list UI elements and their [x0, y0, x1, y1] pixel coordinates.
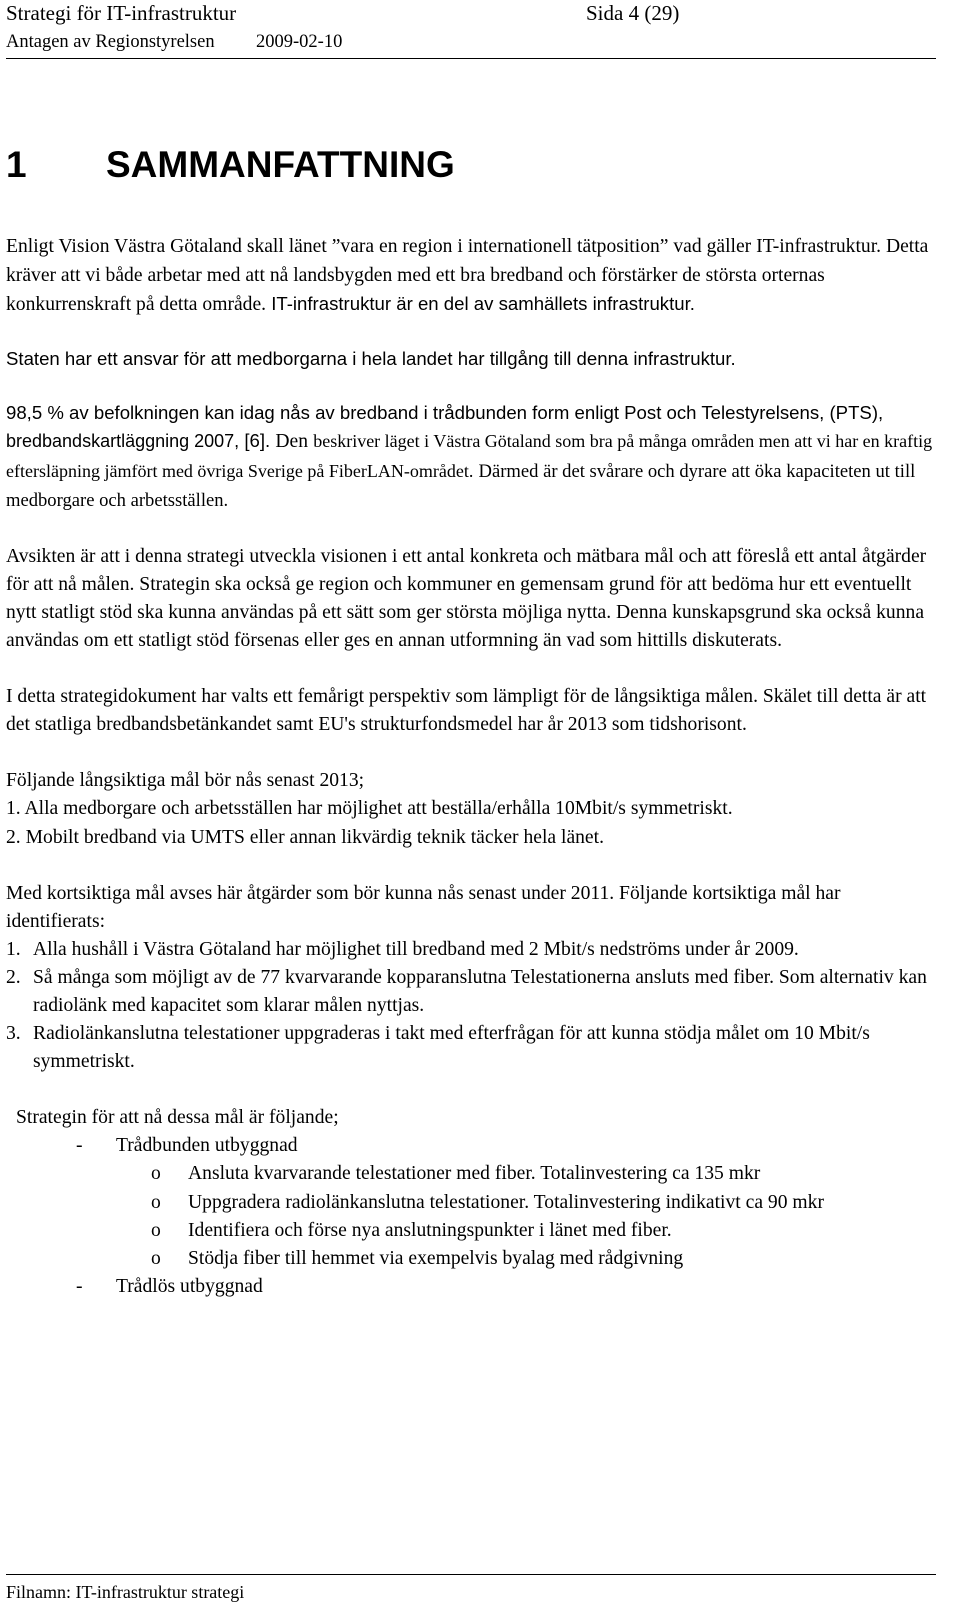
- paragraph-vision: [6, 232, 936, 319]
- header-adopted-by: Antagen av Regionstyrelsen: [6, 32, 215, 52]
- dash-bullet: -: [76, 1135, 83, 1157]
- short-term-goals-intro: Med kortsiktiga mål avses här åtgärder som bör kunna nås senast under 2011. Följande kortsiktiga mål har identifierats:: [6, 882, 841, 932]
- document-body: [6, 232, 936, 1301]
- dash-bullet: -: [76, 1275, 83, 1297]
- list-item-text: Ansluta kvarvarande telestationer med fiber. Totalinvestering ca 135 mkr: [188, 1163, 761, 1185]
- paragraph-vision-text: Enligt Vision Västra Götaland skall länet ”vara en region i internationell tätposition” vad gäller IT-infrastruktur. Detta kräver att vi både arbetar med att nå landsbygden med ett bra bredband och förstärker de största orternas konkurrenskraft på detta område.: [6, 236, 929, 316]
- paragraph-coverage-ref: [6].: [244, 430, 271, 452]
- list-item: [16, 1245, 936, 1273]
- long-term-goal-2: 2. Mobilt bredband via UMTS eller annan likvärdig teknik täcker hela länet.: [6, 826, 604, 848]
- strategy-section: [6, 1104, 936, 1301]
- list-item-text: Identifiera och förse nya anslutningspunkter i länet med fiber.: [188, 1219, 672, 1241]
- list-item-number: 3.: [6, 1023, 21, 1045]
- strategy-wireless: [16, 1273, 936, 1301]
- circle-bullet: o: [151, 1191, 161, 1213]
- circle-bullet: o: [151, 1219, 161, 1241]
- short-term-goals-list: [6, 936, 936, 1076]
- list-item: [6, 936, 936, 964]
- strategy-wired-label: Trådbunden utbyggnad: [116, 1135, 298, 1157]
- strategy-wireless-label: Trådlös utbyggnad: [116, 1275, 263, 1297]
- paragraph-coverage-text-e: beskriver läget i Västra Götaland som bra på många områden men att vi har en kraftig eftersläpning jämfört med övriga Sverige på FiberLAN-området.: [6, 431, 933, 481]
- header-date: 2009-02-10: [256, 32, 343, 52]
- list-item-text: Så många som möjligt av de 77 kvarvarande kopparanslutna Telestationerna ansluts med fiber. Som alternativ kan radiolänk med kapacitet som klarar målen nyttjas.: [33, 966, 927, 1016]
- list-item-number: 2.: [6, 966, 21, 988]
- strategy-intro: Strategin för att nå dessa mål är följande;: [16, 1107, 339, 1129]
- list-item-text: Alla hushåll i Västra Götaland har möjlighet till bredband med 2 Mbit/s nedströms under år 2009.: [33, 938, 799, 960]
- page-footer: Filnamn: IT-infrastruktur strategi: [6, 1582, 245, 1602]
- paragraph-coverage-text-b: bredbandskartläggning 2007,: [6, 431, 240, 452]
- list-item: [6, 964, 936, 1020]
- list-item-text: Stödja fiber till hemmet via exempelvis byalag med rådgivning: [188, 1247, 684, 1269]
- paragraph-perspective: I detta strategidokument har valts ett femårigt perspektiv som lämpligt för de långsiktiga målen. Skälet till detta är att det statliga bredbandsbetänkandet samt EU's strukturfondsmedel har år 2013 som tidshorisont.: [6, 686, 927, 736]
- header-title: Strategi för IT-infrastruktur: [6, 1, 237, 25]
- paragraph-coverage-text-f: Därmed är det svårare och dyrare att öka kapaciteten ut till medborgare och arbetsställen.: [6, 460, 916, 511]
- paragraph-coverage-text-d: Den: [275, 431, 309, 453]
- header-divider: [6, 58, 936, 59]
- paragraph-coverage-text-a: 98,5 % av befolkningen kan idag nås av bredband i trådbunden form enligt Post och Telestyrelsens, (PTS),: [6, 402, 884, 424]
- paragraph-coverage: [6, 399, 936, 514]
- strategy-wired: [16, 1132, 936, 1160]
- paragraph-vision-text-2: IT-infrastruktur är en del av samhällets infrastruktur.: [271, 293, 695, 315]
- list-item: [6, 1020, 936, 1076]
- section-number: 1: [6, 144, 27, 185]
- header-page-number: Sida 4 (29): [586, 1, 680, 25]
- list-item: [16, 1189, 936, 1217]
- document-page: [6, 0, 936, 1611]
- section-title: SAMMANFATTNING: [106, 144, 455, 185]
- list-item-number: 1.: [6, 938, 21, 960]
- long-term-goals-intro: Följande långsiktiga mål bör nås senast 2013;: [6, 770, 365, 792]
- list-item: [16, 1160, 936, 1188]
- long-term-goal-1: 1. Alla medborgare och arbetsställen har möjlighet att beställa/erhålla 10Mbit/s symmetriskt.: [6, 798, 733, 820]
- list-item-text: Uppgradera radiolänkanslutna telestationer. Totalinvestering indikativt ca 90 mkr: [188, 1191, 824, 1213]
- strategy-wired-list: [16, 1160, 936, 1272]
- paragraph-state: Staten har ett ansvar för att medborgarna i hela landet har tillgång till denna infrastruktur.: [6, 348, 736, 370]
- circle-bullet: o: [151, 1247, 161, 1269]
- circle-bullet: o: [151, 1163, 161, 1185]
- list-item: [16, 1217, 936, 1245]
- section-heading: [6, 140, 455, 190]
- list-item-text: Radiolänkanslutna telestationer uppgraderas i takt med efterfrågan för att kunna stödja målet om 10 Mbit/s symmetriskt.: [33, 1023, 870, 1073]
- paragraph-purpose: Avsikten är att i denna strategi utveckla visionen i ett antal konkreta och mätbara mål och att föreslå ett antal åtgärder för att nå målen. Strategin ska också ge region och kommuner en gemensam grund för att bedöma hur ett eventuellt nytt statligt stöd ska kunna användas på ett sätt som ger största möjliga nytta. Denna kunskapsgrund ska också kunna användas om ett statligt stöd försenas eller ges en annan utformning än vad som hittills diskuterats.: [6, 545, 927, 652]
- footer-divider: [6, 1574, 936, 1575]
- long-term-goals: [6, 767, 936, 851]
- short-term-goals: [6, 880, 936, 1077]
